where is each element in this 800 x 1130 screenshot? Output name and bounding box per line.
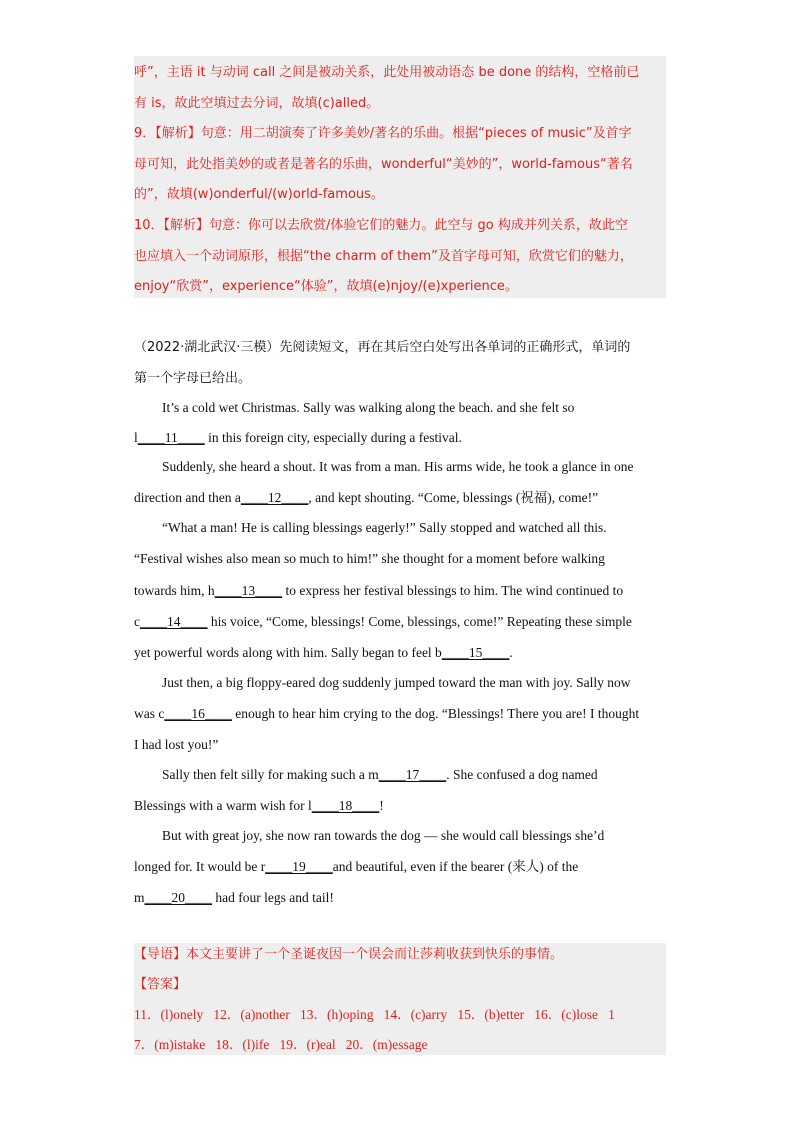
analysis-line: 有 is，故此空填过去分词，故填(c)alled。 bbox=[134, 96, 380, 111]
passage-line: “Festival wishes also mean so much to him!” she thought for a moment before walking bbox=[134, 551, 605, 566]
passage-line: c____14____ his voice, “Come, blessings! Come, blessings, come!” Repeating these simple bbox=[134, 614, 632, 629]
answer-label: 【答案】 bbox=[134, 977, 187, 992]
passage-line: yet powerful words along with him. Sally began to feel b____15____. bbox=[134, 645, 513, 660]
passage-line: l____11____ in this foreign city, especially during a festival. bbox=[134, 430, 462, 445]
passage-line: longed for. It would be r____19____and beautiful, even if the bearer (来人) of the bbox=[134, 859, 579, 874]
analysis-line: 9．【解析】句意：用二胡演奏了许多美妙/著名的乐曲。根据“pieces of music”及首字 bbox=[134, 126, 632, 141]
blank-17[interactable]: ____17____ bbox=[378, 767, 447, 782]
passage-line: direction and then a____12____, and kept shouting. “Come, blessings (祝福), come!” bbox=[134, 490, 599, 505]
blank-20[interactable]: ____20____ bbox=[144, 890, 213, 905]
passage-line: towards him, h____13____ to express her festival blessings to him. The wind continued to bbox=[134, 583, 624, 598]
passage-line: Suddenly, she heard a shout. It was from a man. His arms wide, he took a glance in one bbox=[162, 459, 634, 474]
blank-15[interactable]: ____15____ bbox=[441, 645, 510, 660]
passage-line: m____20____ had four legs and tail! bbox=[134, 890, 334, 905]
passage-line: was c____16____ enough to hear him crying to the dog. “Blessings! There you are! I thought bbox=[134, 706, 640, 721]
analysis-line: 母可知，此处指美妙的或者是著名的乐曲，wonderful“美妙的”，world-famous“著名 bbox=[134, 157, 633, 172]
analysis-line: 的”，故填(w)onderful/(w)orld-famous。 bbox=[134, 187, 384, 202]
passage-line: But with great joy, she now ran towards the dog — she would call blessings she’d bbox=[162, 828, 605, 843]
guide-text: 【导语】本文主要讲了一个圣诞夜因一个误会而让莎莉收获到快乐的事情。 bbox=[134, 947, 564, 962]
analysis-line: 呼”，主语 it 与动词 call 之间是被动关系，此处用被动语态 be done 的结构，空格前已 bbox=[134, 65, 640, 80]
blank-12[interactable]: ____12____ bbox=[240, 490, 309, 505]
passage-line: Blessings with a warm wish for l____18____! bbox=[134, 798, 384, 813]
passage-line: I had lost you!” bbox=[134, 737, 219, 752]
blank-18[interactable]: ____18____ bbox=[311, 798, 380, 813]
blank-19[interactable]: ____19____ bbox=[265, 859, 333, 874]
passage-line: “What a man! He is calling blessings eagerly!” Sally stopped and watched all this. bbox=[162, 520, 607, 535]
blank-13[interactable]: ____13____ bbox=[214, 583, 283, 598]
analysis-line: enjoy“欣赏”，experience“体验”，故填(e)njoy/(e)xperience。 bbox=[134, 279, 518, 294]
passage-line: It’s a cold wet Christmas. Sally was walking along the beach. and she felt so bbox=[162, 400, 575, 415]
blank-16[interactable]: ____16____ bbox=[164, 706, 232, 721]
answer-list: 11．(l)onely 12．(a)nother 13．(h)oping 14．(c)arry 15．(b)etter 16．(c)lose 1 bbox=[134, 1007, 615, 1022]
blank-14[interactable]: ____14____ bbox=[140, 614, 208, 629]
question-instructions: （2022·湖北武汉·三模）先阅读短文，再在其后空白处写出各单词的正确形式，单词的 bbox=[134, 340, 631, 355]
analysis-line: 10．【解析】句意：你可以去欣赏/体验它们的魅力。此空与 go 构成并列关系，故此空 bbox=[134, 218, 628, 233]
question-instructions: 第一个字母已给出。 bbox=[134, 371, 252, 386]
answer-list: 7．(m)istake 18．(l)ife 19．(r)eal 20．(m)essage bbox=[134, 1037, 428, 1052]
passage-line: Just then, a big floppy-eared dog suddenly jumped toward the man with joy. Sally now bbox=[162, 675, 631, 690]
blank-11[interactable]: ____11____ bbox=[137, 430, 205, 445]
analysis-line: 也应填入一个动词原形，根据“the charm of them”及首字母可知，欣赏它们的魅力， bbox=[134, 249, 633, 264]
passage-line: Sally then felt silly for making such a m____17____. She confused a dog named bbox=[162, 767, 598, 782]
